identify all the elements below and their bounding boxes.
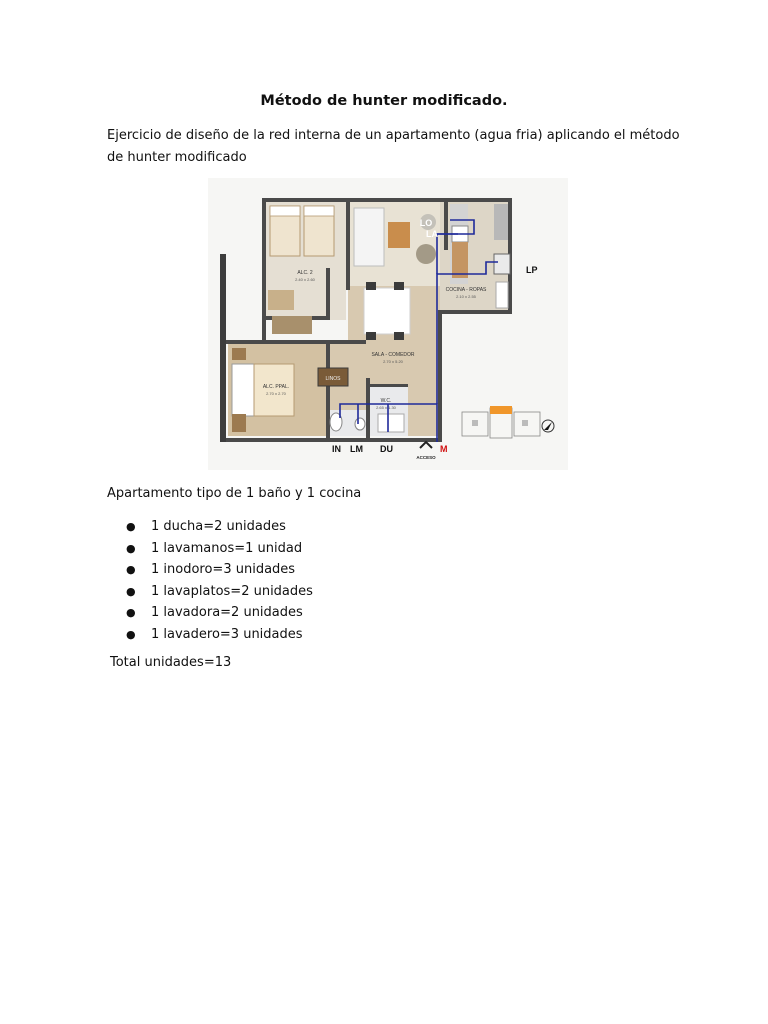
list-item-text: 1 ducha=2 unidades <box>151 519 286 534</box>
room-dim-alc-ppal: 2.70 x 2.70 <box>266 391 286 396</box>
room-dim-wc: 2.65 x 1.30 <box>376 405 396 410</box>
fixture-label-lm: LM <box>350 444 363 454</box>
document-intro: Ejercicio de diseño de la red interna de un apartamento (agua fria) aplicando el método de hunter modificado <box>107 128 680 165</box>
list-item <box>126 624 313 646</box>
list-item <box>126 559 313 581</box>
bullet-icon: ● <box>126 541 136 555</box>
list-item <box>126 538 313 560</box>
fixture-label-lo: LO <box>419 218 433 228</box>
fixture-label-la: LA <box>426 229 438 239</box>
list-item <box>126 516 313 538</box>
room-label-linos: LINOS <box>325 376 341 382</box>
bullet-icon: ● <box>126 606 136 619</box>
bullet-icon: ● <box>126 584 136 598</box>
list-item-text: 1 lavadero=3 unidades <box>151 626 303 642</box>
total-units: Total unidades=13 <box>110 655 232 670</box>
floor-plan <box>208 178 568 470</box>
apartment-subtitle: Apartamento tipo de 1 baño y 1 cocina <box>107 486 362 501</box>
room-label-cocina: COCINA - ROPAS <box>445 287 487 293</box>
list-item <box>126 581 313 603</box>
list-item <box>126 602 313 624</box>
room-dim-alc2: 2.40 x 2.60 <box>295 277 315 282</box>
fixture-label-du: DU <box>380 444 393 454</box>
room-label-sala: SALA - COMEDOR <box>371 352 415 358</box>
document-title: Método de hunter modificado. <box>260 93 508 109</box>
access-label: ACCESO <box>416 455 436 460</box>
bullet-icon: ● <box>126 627 136 641</box>
room-label-alc2: ALC. 2 <box>297 270 313 276</box>
fixture-label-in: IN <box>332 444 341 454</box>
room-label-wc: W.C. <box>380 398 392 404</box>
list-item-text: 1 lavadora=2 unidades <box>151 605 303 620</box>
list-item-text: 1 lavamanos=1 unidad <box>151 540 303 556</box>
room-dim-sala: 2.70 x 5.20 <box>383 359 403 364</box>
fixture-label-m: M <box>440 444 448 454</box>
room-dim-cocina: 2.10 x 2.55 <box>456 294 476 299</box>
fixture-label-lp: LP <box>526 265 538 275</box>
list-item-text: 1 lavaplatos=2 unidades <box>151 583 313 599</box>
bullet-icon: ● <box>126 520 136 533</box>
room-label-alc-ppal: ALC. PPAL. <box>262 384 290 390</box>
list-item-text: 1 inodoro=3 unidades <box>151 562 296 577</box>
fixture-units-list <box>126 516 313 645</box>
bullet-icon: ● <box>126 563 136 576</box>
